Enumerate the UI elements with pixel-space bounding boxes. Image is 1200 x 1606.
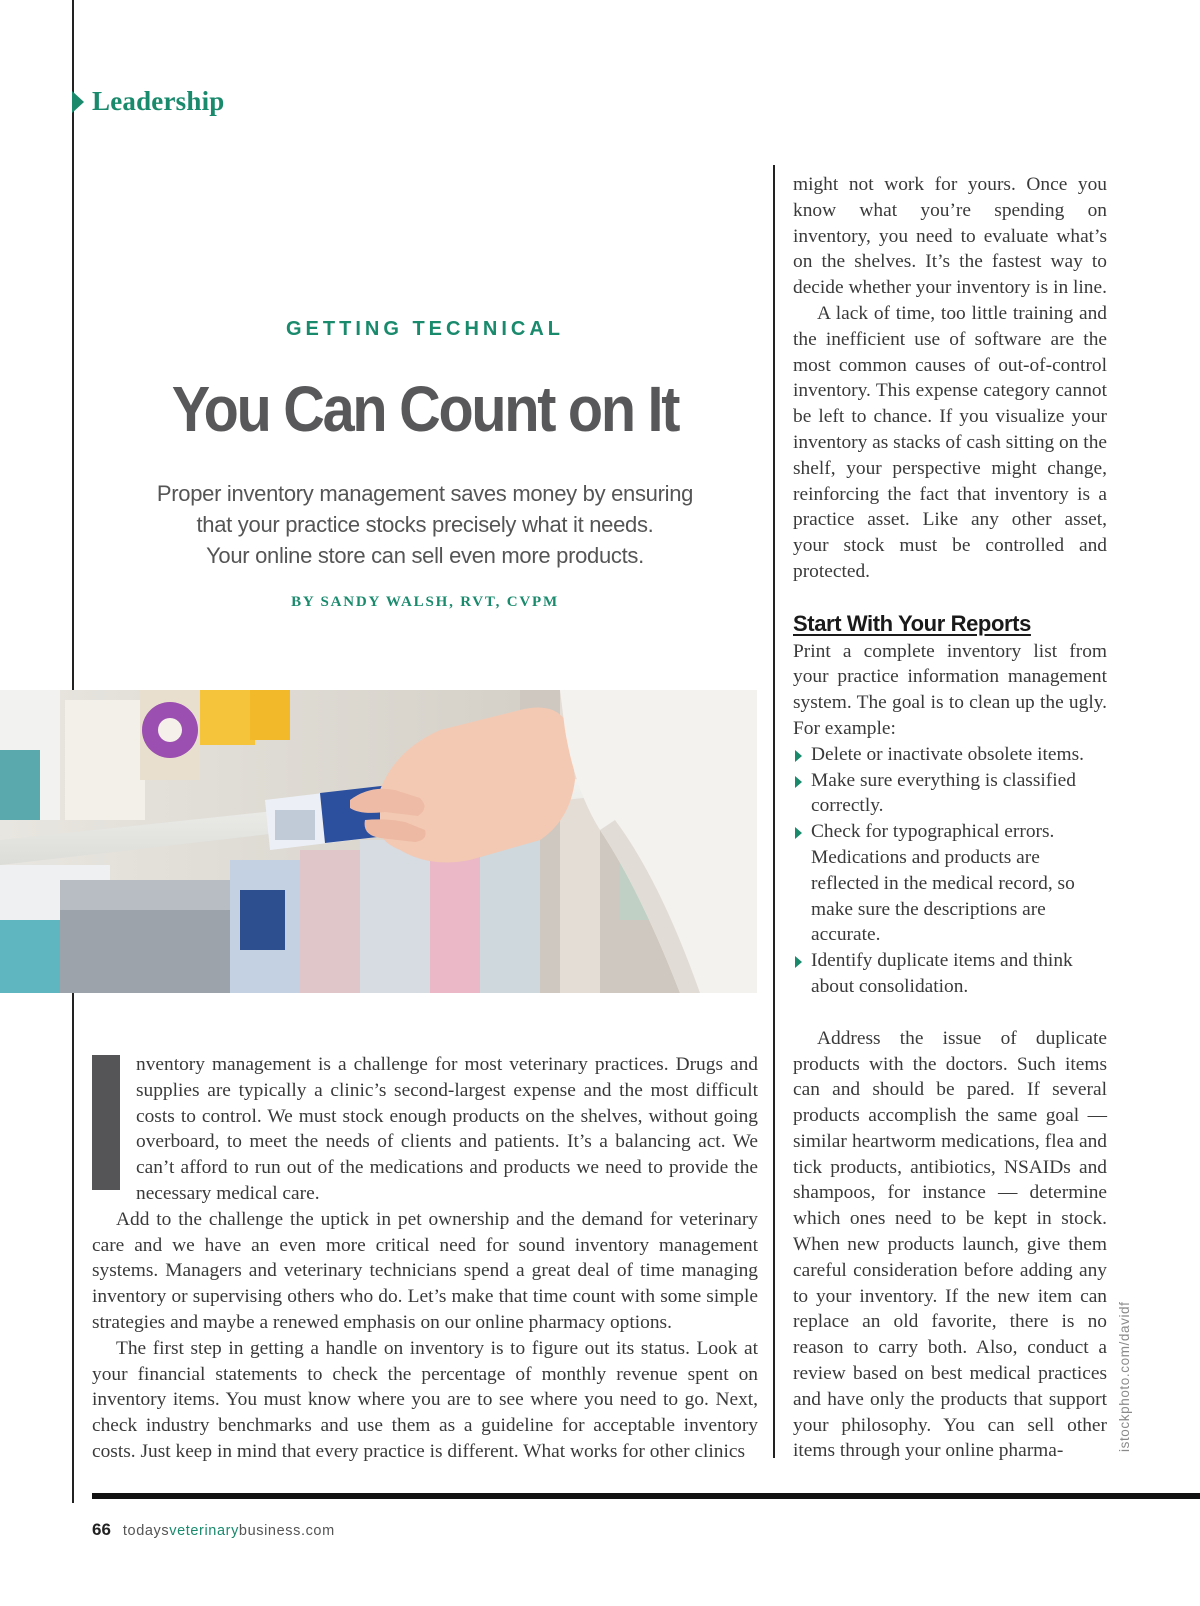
article-body-right: [793, 172, 1107, 1464]
section-label-text: Leadership: [92, 86, 225, 116]
article-title: You Can Count on It: [171, 373, 679, 445]
bullet-triangle-icon: [795, 956, 802, 968]
bullet-triangle-icon: [795, 827, 802, 839]
section-label: [72, 86, 225, 117]
bullet-list: [793, 742, 1107, 1000]
footer-rule: [92, 1493, 1200, 1499]
bullet-item: [793, 819, 1107, 948]
bullet-text: Delete or inactivate obsolete items.: [811, 743, 1084, 765]
article-deck: [80, 478, 770, 571]
body-paragraph: Print a complete inventory list from your practice information management system. The goal is to clean up the ugly. For example:: [793, 640, 1107, 739]
article-byline: BY SANDY WALSH, RVT, CVPM: [291, 594, 559, 610]
subhead: Start With Your Reports: [793, 610, 1031, 636]
bullet-triangle-icon: [795, 776, 802, 788]
site-url-suffix: business.com: [238, 1523, 335, 1539]
page-number: 66: [92, 1520, 111, 1539]
body-paragraph: [92, 1052, 758, 1207]
deck-line: Proper inventory management saves money by ensuring: [156, 481, 694, 506]
bullet-text: Check for typographical errors. Medications and products are reflected in the medical record, so make sure the descriptions are accurate.: [811, 821, 1075, 946]
pharmacy-shelf-photo: [0, 690, 757, 993]
bullet-triangle-icon: [795, 750, 802, 762]
bullet-item: [793, 742, 1107, 768]
column-divider-rule: [773, 165, 775, 1458]
deck-line: Your online store can sell even more products.: [206, 543, 644, 568]
pharmacy-shelf-illustration: [0, 690, 757, 993]
body-paragraph: Add to the challenge the uptick in pet ownership and the demand for veterinary care and we have an even more critical need for sound inventory management systems. Managers and veterinary technicians spend a great deal of time managing inventory or supervising others who do. Let’s make that time count with some simple strategies and maybe a renewed emphasis on our online pharmacy options.: [92, 1208, 758, 1333]
bullet-item: [793, 768, 1107, 820]
bullet-text: Identify duplicate items and think about consolidation.: [811, 950, 1073, 997]
article-body-left: [92, 1052, 758, 1465]
photo-credit: istockphoto.com/davidf: [1117, 1301, 1132, 1452]
page-footer: [92, 1520, 335, 1540]
site-url[interactable]: [123, 1523, 335, 1539]
drop-cap-i: [92, 1055, 120, 1190]
body-paragraph-text: nventory management is a challenge for most veterinary practices. Drugs and supplies are typically a clinic’s second-largest expense and the most difficult costs to control. We must stock enough products on the shelves, without going overboard, to meet the needs of clients and patients. It’s a balancing act. We can’t afford to run out of the medications and products we need to provide the necessary medical care.: [136, 1054, 758, 1204]
article-kicker: GETTING TECHNICAL: [286, 318, 564, 340]
bullet-item: [793, 948, 1107, 1000]
body-paragraph: might not work for yours. Once you know what you’re spending on inventory, you need to evaluate what’s on the shelves. It’s the fastest way to decide whether your inventory is in line.: [793, 174, 1107, 299]
body-paragraph: A lack of time, too little training and the inefficient use of software are the most common causes of out-of-control inventory. This expense category cannot be left to chance. If you visualize your inventory as stacks of cash sitting on the shelf, your perspective might change, reinforcing the fact that inventory is a practice asset. Like any other asset, your stock must be controlled and protected.: [793, 302, 1107, 582]
left-column-rule-lower: [72, 993, 74, 1503]
body-paragraph: The first step in getting a handle on inventory is to figure out its status. Look at your financial statements to check the percentage of monthly revenue spent on inventory items. You must know where you are to see where you need to go. Next, check industry benchmarks and use them as a guideline for acceptable inventory costs. Just keep in mind that every practice is different. What works for other clinics: [92, 1337, 758, 1462]
bullet-text: Make sure everything is classified correctly.: [811, 769, 1076, 817]
triangle-marker-icon: [72, 91, 84, 113]
spacer: [793, 1000, 1107, 1026]
site-url-accent: veterinary: [169, 1523, 239, 1539]
deck-line: that your practice stocks precisely what it needs.: [196, 512, 654, 537]
site-url-prefix: todays: [122, 1523, 170, 1539]
body-paragraph: Address the issue of duplicate products with the doctors. Such items can and should be pared. If several products accomplish the same goal — similar heartworm medications, flea and tick products, antibiotics, NSAIDs and shampoos, for instance — determine which ones need to be kept in stock. When new products launch, give them careful consideration before adding any to your inventory. If the new item can replace an old favorite, there is no reason to carry both. Also, conduct a review based on best medical practices and have only the products that support your philosophy. You can sell other items through your online pharma-: [793, 1027, 1107, 1462]
